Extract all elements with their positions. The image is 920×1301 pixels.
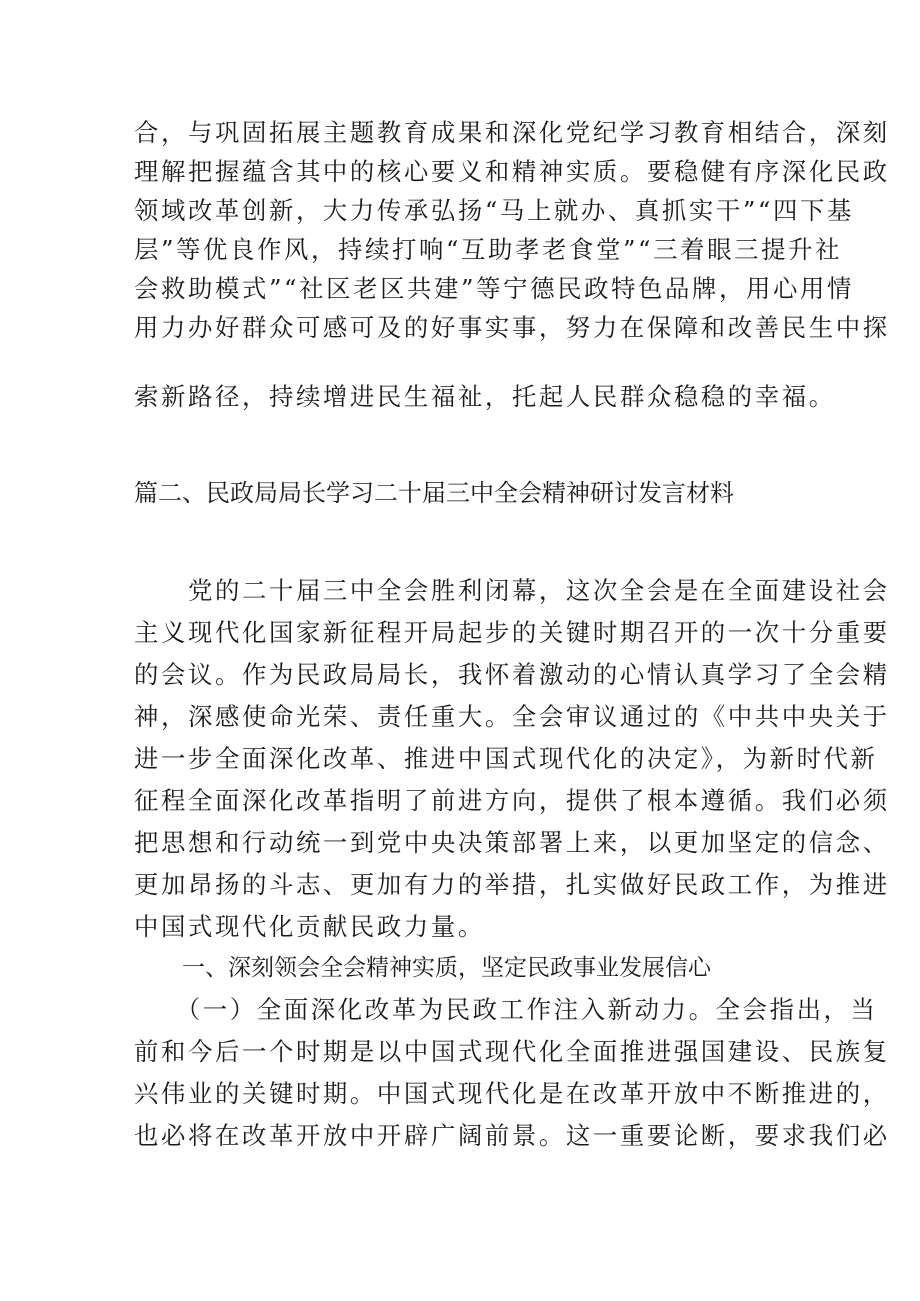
paragraph-line: 前和今后一个时期是以中国式现代化全面推进强国建设、民族复 bbox=[134, 1037, 890, 1066]
paragraph-line: 层”等优良作风，持续打响“互助孝老食堂”“三着眼三提升社 bbox=[134, 235, 843, 264]
article-title: 篇二、民政局局长学习二十届三中全会精神研讨发言材料 bbox=[134, 479, 734, 507]
paragraph-line: 用力办好群众可感可及的好事实事，努力在保障和改善民生中探 bbox=[134, 313, 890, 342]
paragraph-line: 征程全面深化改革指明了前进方向，提供了根本遵循。我们必须 bbox=[134, 786, 890, 815]
paragraph-line: 主义现代化国家新征程开局起步的关键时期召开的一次十分重要 bbox=[134, 618, 890, 647]
paragraph-line: 索新路径，持续增进民生福祉，托起人民群众稳稳的幸福。 bbox=[134, 382, 836, 411]
paragraph-line: 神，深感使命光荣、责任重大。全会审议通过的《中共中央关于 bbox=[134, 702, 890, 731]
paragraph-line: 合，与巩固拓展主题教育成果和深化党纪学习教育相结合，深刻 bbox=[134, 118, 890, 147]
paragraph-line: 更加昂扬的斗志、更加有力的举措，扎实做好民政工作，为推进 bbox=[134, 870, 890, 899]
paragraph-line: 会救助模式”“社区老区共建”等宁德民政特色品牌，用心用情 bbox=[134, 274, 854, 303]
section-heading: 一、深刻领会全会精神实质，坚定民政事业发展信心 bbox=[182, 955, 711, 981]
paragraph-line: 的会议。作为民政局局长，我怀着激动的心情认真学习了全会精 bbox=[134, 660, 890, 689]
paragraph-line: 理解把握蕴含其中的核心要义和精神实质。要稳健有序深化民政 bbox=[134, 157, 890, 186]
paragraph-line: 党的二十届三中全会胜利闭幕，这次全会是在全面建设社会 bbox=[134, 576, 890, 605]
paragraph-line: 兴伟业的关键时期。中国式现代化是在改革开放中不断推进的， bbox=[134, 1079, 890, 1108]
paragraph-line: 进一步全面深化改革、推进中国式现代化的决定》，为新时代新 bbox=[134, 744, 878, 773]
paragraph-line: 领域改革创新，大力传承弘扬“马上就办、真抓实干”“四下基 bbox=[134, 196, 854, 225]
paragraph-line: 中国式现代化贡献民政力量。 bbox=[134, 912, 485, 941]
paragraph-line: （一）全面深化改革为民政工作注入新动力。全会指出，当 bbox=[134, 995, 878, 1024]
paragraph-line: 也必将在改革开放中开辟广阔前景。这一重要论断，要求我们必 bbox=[134, 1121, 890, 1150]
paragraph-line: 把思想和行动统一到党中央决策部署上来，以更加坚定的信念、 bbox=[134, 828, 890, 857]
